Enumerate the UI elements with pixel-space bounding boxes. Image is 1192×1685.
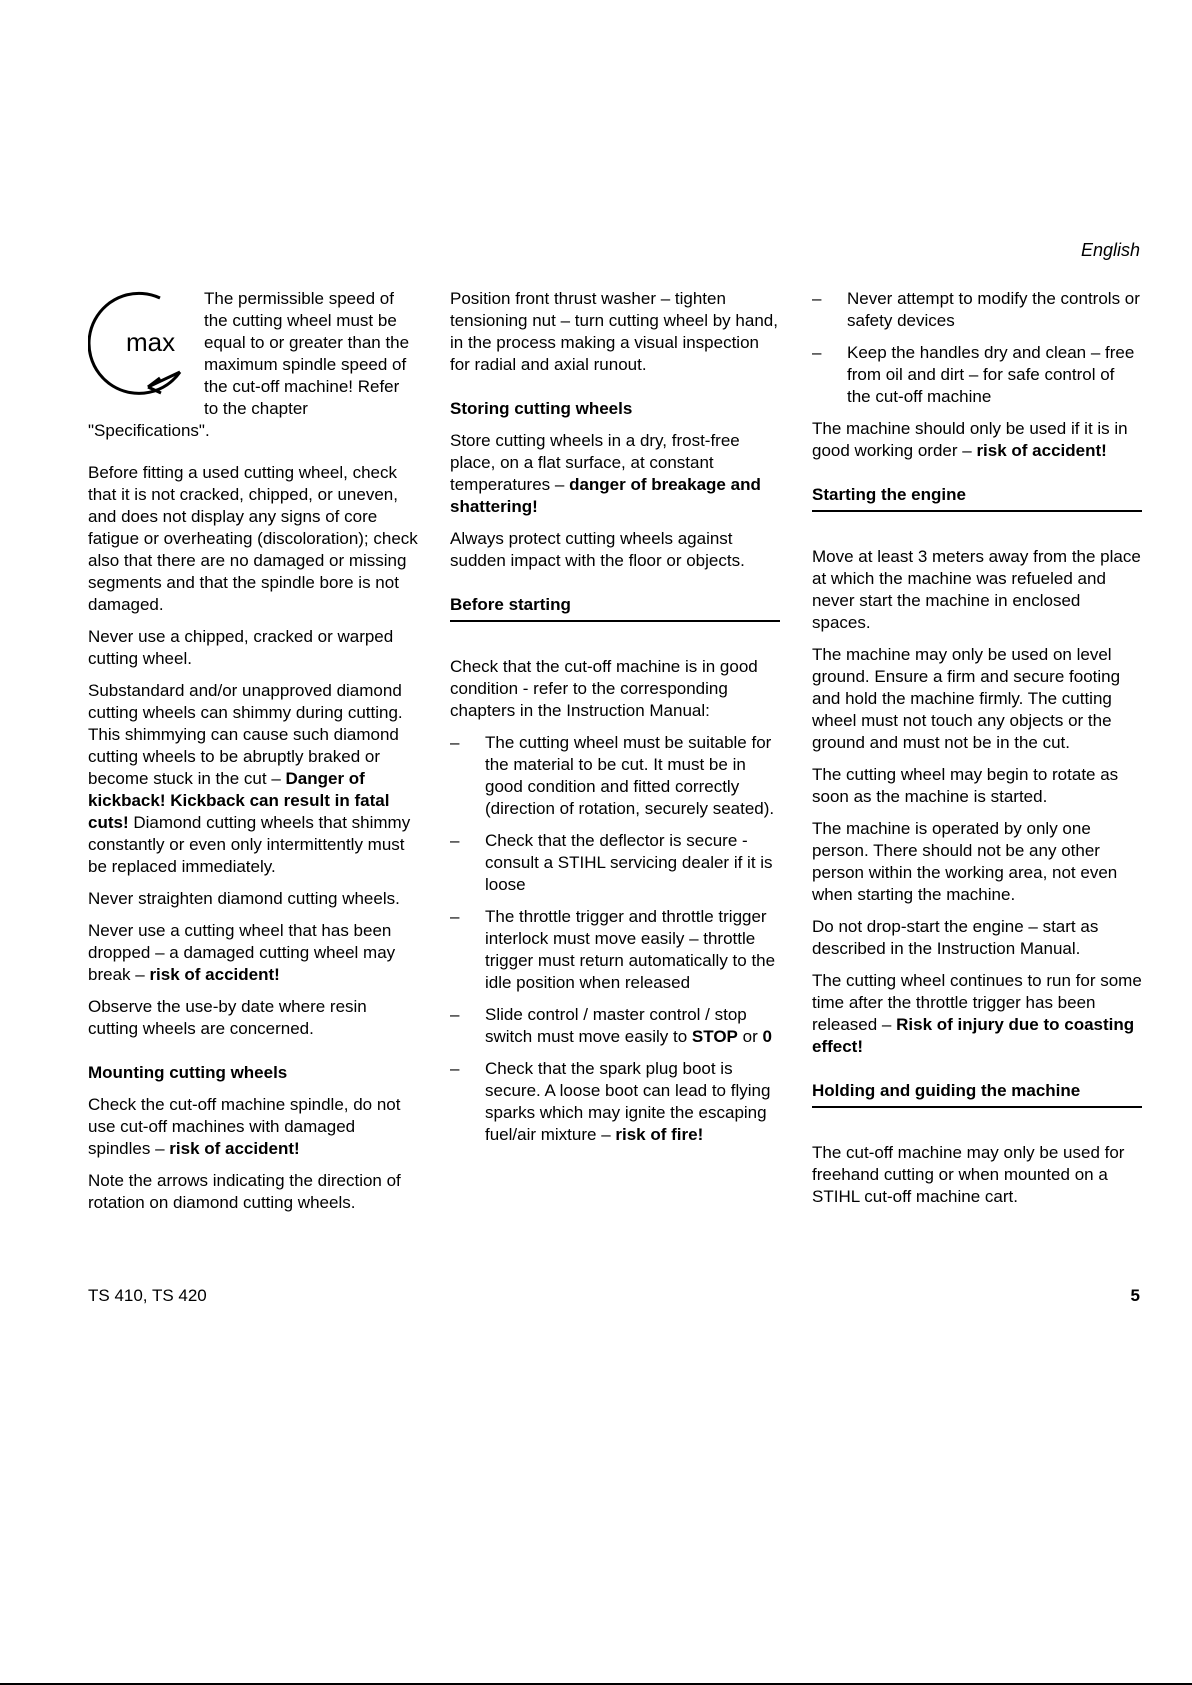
paragraph: Move at least 3 meters away from the place at which the machine was refueled and never start the machine in enclosed spaces.: [812, 547, 1141, 632]
max-speed-icon: [88, 288, 198, 400]
warning-text: risk of accident!: [976, 441, 1107, 460]
language-label: English: [1080, 240, 1140, 260]
paragraph: The cut-off machine may only be used for freehand cutting or when mounted on a STIHL cut-off machine cart.: [812, 1143, 1125, 1206]
column-2: [450, 288, 780, 1156]
footer-model: TS 410, TS 420: [88, 1286, 207, 1305]
paragraph: The cutting wheel may begin to rotate as soon as the machine is started.: [812, 765, 1119, 806]
warning-text: risk of fire!: [615, 1125, 704, 1144]
warning-text: Danger of kickback! Kickback can result in fatal cuts!: [88, 769, 390, 832]
list-item: – The throttle trigger and throttle trigger interlock must move easily – throttle trigger must return automatically to the idle position when released: [450, 907, 776, 992]
paragraph: Substandard and/or unapproved diamond cutting wheels can shimmy during cutting. This shimmying can cause such diamond cutting wheels to be abruptly braked or become stuck in the cut – Danger of kickback! Kickback can result in fatal cuts! Diamond cutting wheels that shimmy constantly or even only intermittently must be replaced immediately.: [88, 681, 411, 876]
list-item: – Slide control / master control / stop switch must move easily to STOP or 0: [450, 1005, 772, 1046]
warning-text: risk of accident!: [169, 1139, 300, 1158]
paragraph: Check the cut-off machine spindle, do not use cut-off machines with damaged spindles – risk of accident!: [88, 1095, 401, 1158]
column-3: [812, 288, 1142, 1218]
list-item: – Check that the deflector is secure - consult a STIHL servicing dealer if it is loose: [450, 831, 773, 894]
checklist: [450, 732, 780, 1146]
paragraph: Never use a cutting wheel that has been dropped – a damaged cutting wheel may break – risk of accident!: [88, 921, 396, 984]
paragraph: Observe the use-by date where resin cutting wheels are concerned.: [88, 997, 367, 1038]
list-item: – Check that the spark plug boot is secure. A loose boot can lead to flying sparks which may ignite the escaping fuel/air mixture – risk of fire!: [450, 1059, 771, 1144]
warning-text: risk of accident!: [149, 965, 280, 984]
paragraph: Always protect cutting wheels against sudden impact with the floor or objects.: [450, 529, 745, 570]
subheading-storing: Storing cutting wheels: [450, 399, 633, 418]
paragraph: The machine is operated by only one person. There should not be any other person within the working area, not even when starting the machine.: [812, 819, 1118, 904]
paragraph: The machine may only be used on level ground. Ensure a firm and secure footing and hold the machine firmly. The cutting wheel must not touch any objects or the ground and must not be in the cut.: [812, 645, 1121, 752]
paragraph: Note the arrows indicating the direction of rotation on diamond cutting wheels.: [88, 1171, 401, 1212]
section-heading-before-starting: Before starting: [450, 594, 780, 622]
warning-text: danger of breakage and shattering!: [450, 475, 761, 516]
list-item: – Keep the handles dry and clean – free from oil and dirt – for safe control of the cut-off machine: [812, 343, 1135, 406]
paragraph: Store cutting wheels in a dry, frost-free place, on a flat surface, at constant temperatures – danger of breakage and shattering!: [450, 431, 761, 516]
max-icon-text: max: [126, 327, 176, 357]
column-1: [88, 288, 418, 1224]
list-item: – Never attempt to modify the controls or safety devices: [812, 289, 1140, 330]
max-speed-text: The permissible speed of the cutting wheel must be equal to or greater than the maximum spindle speed of the cut-off machine! Refer to the chapter "Specifications".: [88, 289, 410, 440]
paragraph: The cutting wheel continues to run for some time after the throttle trigger has been released – Risk of injury due to coasting effect!: [812, 971, 1142, 1056]
paragraph: Check that the cut-off machine is in good condition - refer to the corresponding chapters in the Instruction Manual:: [450, 657, 758, 720]
section-heading-starting-engine: Starting the engine: [812, 484, 1142, 512]
list-item: – The cutting wheel must be suitable for the material to be cut. It must be in good condition and fitted correctly (direction of rotation, securely seated).: [450, 733, 775, 818]
paragraph: Never straighten diamond cutting wheels.: [88, 889, 400, 908]
paragraph: Do not drop-start the engine – start as described in the Instruction Manual.: [812, 917, 1099, 958]
paragraph: Never use a chipped, cracked or warped cutting wheel.: [88, 627, 394, 668]
paragraph: The machine should only be used if it is in good working order – risk of accident!: [812, 419, 1128, 460]
subheading-mounting: Mounting cutting wheels: [88, 1063, 288, 1082]
max-speed-block: [88, 288, 418, 452]
paragraph: Before fitting a used cutting wheel, check that it is not cracked, chipped, or uneven, and does not display any signs of core fatigue or overheating (discoloration); check also that there are no damaged or missing segments and that the spindle bore is not damaged.: [88, 463, 418, 614]
warning-text: Risk of injury due to coasting effect!: [812, 1015, 1135, 1056]
checklist: [812, 288, 1142, 408]
page-number: 5: [1130, 1286, 1140, 1305]
paragraph: Position front thrust washer – tighten tensioning nut – turn cutting wheel by hand, in the process making a visual inspection for radial and axial runout.: [450, 289, 778, 374]
section-heading-holding: Holding and guiding the machine: [812, 1080, 1142, 1108]
